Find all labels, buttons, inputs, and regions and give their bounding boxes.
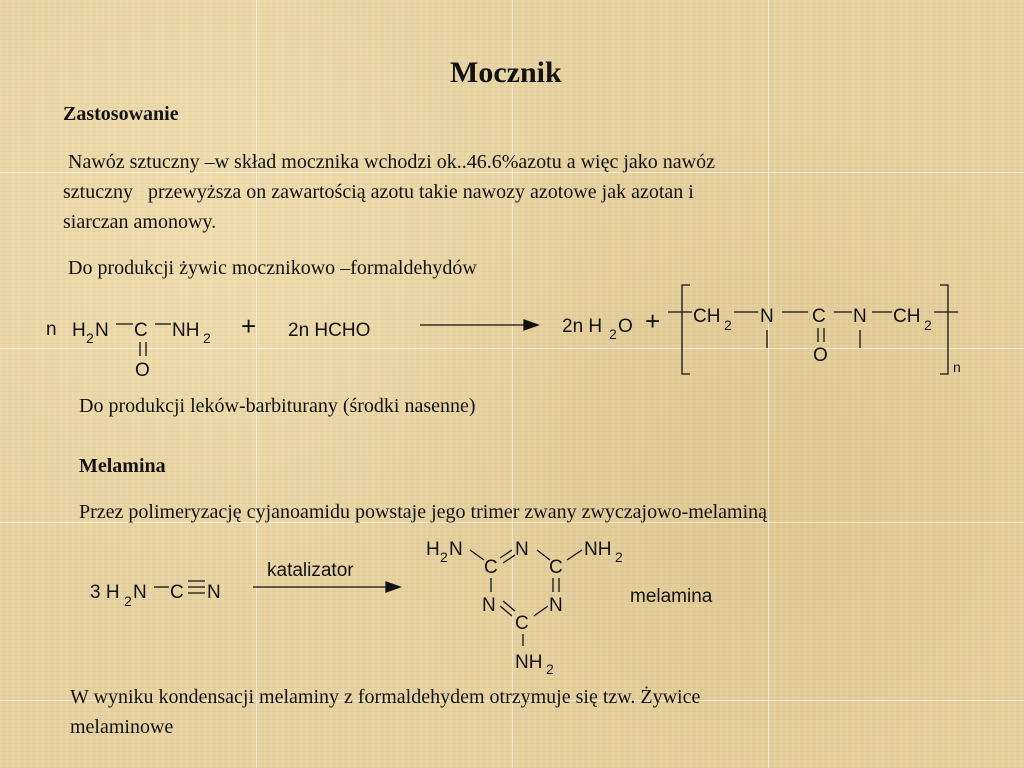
group-h2n: H	[426, 539, 440, 560]
melamine-label: melamina	[630, 586, 713, 607]
ring-atom-n: N	[515, 539, 529, 560]
subscript: 2	[546, 661, 554, 677]
atom-h: H	[72, 320, 86, 341]
group-ch2: CH	[893, 306, 921, 327]
atom-c: C	[170, 582, 184, 603]
urea-formaldehyde-reaction	[0, 270, 1024, 400]
paragraph-line: Nawóz sztuczny –w skład mocznika wchodzi ok..46.6%azotu a więc jako nawóz	[68, 151, 716, 173]
group-ch2: CH	[693, 306, 721, 327]
water: 2n H	[562, 316, 603, 337]
section-heading-melamina: Melamina	[79, 455, 166, 477]
bond	[470, 550, 484, 560]
repeat-n: n	[953, 359, 961, 375]
bond	[567, 550, 582, 560]
paragraph-zywice: Do produkcji żywic mocznikowo –formaldehydów	[68, 257, 477, 279]
coefficient-3h: 3 H	[90, 582, 120, 603]
ring-atom-c: C	[484, 557, 498, 578]
group-nh2: NH	[584, 539, 612, 560]
paragraph-nawoz	[63, 147, 963, 237]
double-bond	[503, 555, 515, 563]
paragraph-line: melaminowe	[70, 716, 174, 738]
subscript: 2	[86, 330, 94, 346]
atom-n: N	[449, 539, 463, 560]
ring-atom-c: C	[515, 613, 529, 634]
group-nh: NH	[172, 320, 200, 341]
plus-sign: +	[645, 306, 661, 336]
subscript: 2	[440, 549, 448, 565]
atom-c: C	[812, 306, 826, 327]
bracket-left	[682, 285, 690, 374]
subscript: 2	[924, 317, 932, 333]
plus-sign: +	[241, 311, 257, 341]
atom-o: O	[813, 345, 828, 366]
melamine-synthesis	[0, 528, 1024, 678]
section-heading-zastosowanie: Zastosowanie	[63, 103, 179, 125]
subscript: 2	[724, 317, 732, 333]
bracket-right	[940, 285, 948, 374]
atom-o: O	[618, 316, 633, 337]
formaldehyde: 2n HCHO	[288, 320, 371, 341]
arrow-head	[524, 320, 538, 330]
paragraph-leki: Do produkcji leków-barbiturany (środki nasenne)	[79, 395, 476, 417]
catalyst-label: katalizator	[267, 560, 354, 581]
ring-atom-c: C	[549, 557, 563, 578]
paragraph-line: W wyniku kondensacji melaminy z formaldehydem otrzymuje się tzw. Żywice	[70, 686, 701, 708]
atom-n: N	[853, 306, 867, 327]
double-bond	[500, 550, 512, 558]
paragraph-kondensacja	[70, 682, 970, 742]
subscript: 2	[615, 549, 623, 565]
atom-n: N	[760, 306, 774, 327]
atom-o: O	[135, 360, 150, 381]
subscript: 2	[203, 330, 211, 346]
subscript: 2	[609, 326, 617, 342]
paragraph-line: siarczan amonowy.	[63, 211, 217, 233]
paragraph-polimeryzacja: Przez polimeryzację cyjanoamidu powstaje jego trimer zwany zwyczajowo-melaminą	[79, 501, 768, 523]
page-title: Mocznik	[450, 56, 562, 89]
arrow-head	[386, 582, 400, 592]
ring-atom-n: N	[482, 595, 496, 616]
atom-n: N	[133, 582, 147, 603]
paragraph-line: sztuczny przewyższa on zawartością azotu takie nawozy azotowe jak azotan i	[63, 181, 694, 203]
atom-n: N	[207, 582, 221, 603]
coefficient-n: n	[46, 319, 57, 340]
bond	[534, 606, 548, 616]
subscript: 2	[124, 593, 132, 609]
group-nh2: NH	[515, 652, 543, 673]
atom-c: C	[134, 320, 148, 341]
atom-n: N	[95, 320, 109, 341]
ring-atom-n: N	[549, 595, 563, 616]
